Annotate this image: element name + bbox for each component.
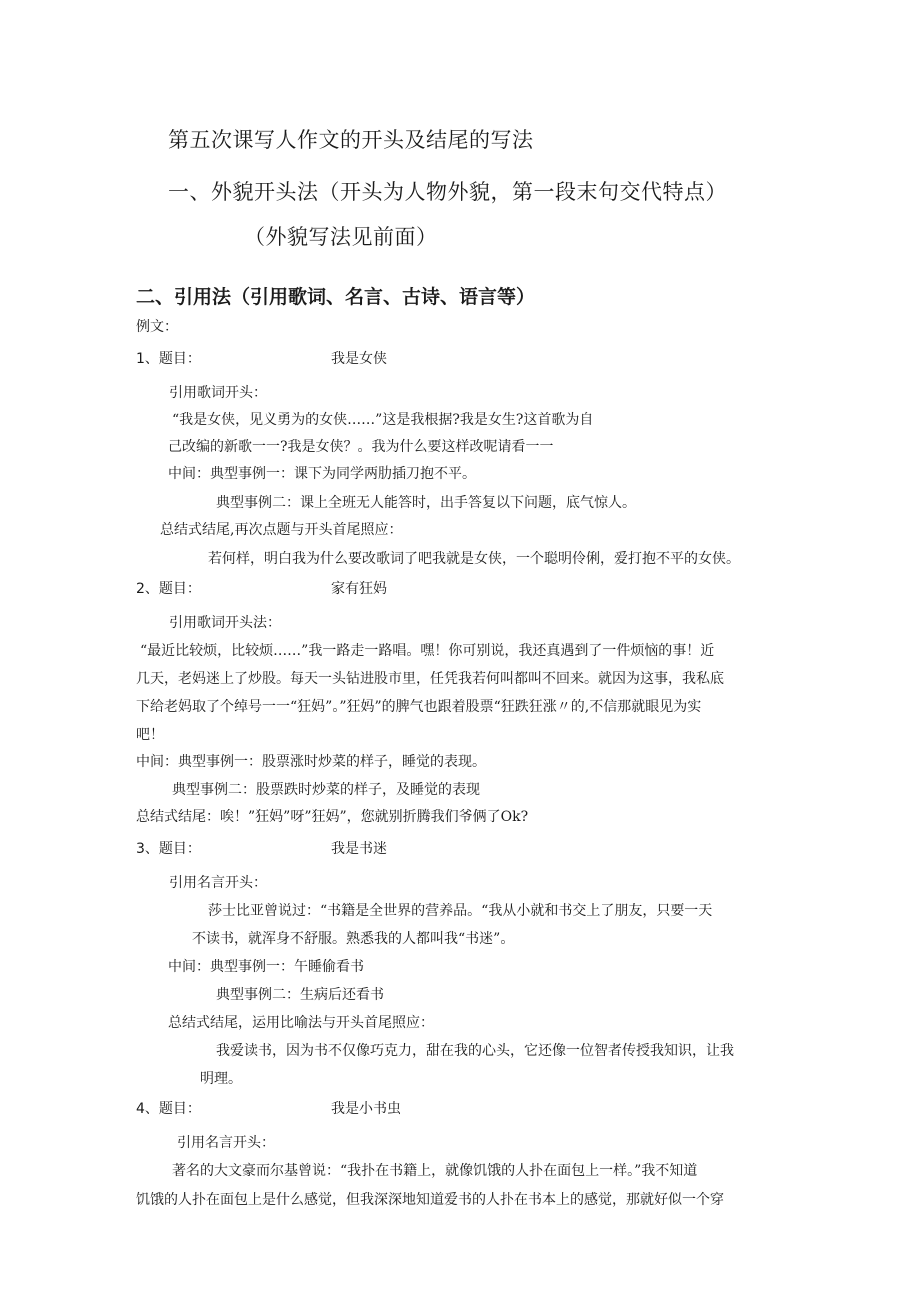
example-3-line: 我爱读书，因为书不仅像巧克力，甜在我的心头，它还像一位智者传授我知识，让我 [216,1043,734,1059]
example-1-line: “我是女侠，见义勇为的女侠……”这是我根据?我是女生?这首歌为自 [172,412,594,428]
example-2-line: 中间：典型事例一：股票涨时炒菜的样子，睡觉的表现。 [136,754,486,770]
example-4-line: 饥饿的人扑在面包上是什么感觉，但我深深地知道爱书的人扑在书本上的感觉，那就好似一个穿 [136,1192,724,1208]
example-3-line: 明理。 [200,1071,242,1087]
example-number: 3、 [136,841,159,857]
example-number: 1、 [136,351,159,367]
example-1-header [136,350,201,368]
example-1-line: 总结式结尾,再次点题与开头首尾照应： [160,522,403,538]
example-1-line: 中间：典型事例一：课下为同学两肋插刀抱不平。 [168,466,476,482]
example-3-line: 不读书，就浑身不舒服。熟悉我的人都叫我“书迷”。 [192,931,515,947]
example-label: 例文： [136,319,178,335]
example-3-topic: 我是书迷 [331,841,387,857]
example-1-line: 若何样，明白我为什么要改歌词了吧我就是女侠，一个聪明伶俐，爱打抱不平的女侠。 [208,551,740,567]
example-1-line: 己改编的新歌一一?我是女侠？。我为什么要这样改呢请看一一 [168,439,554,455]
example-4-topic: 我是小书虫 [331,1101,401,1117]
example-4-line: 引用名言开头： [177,1135,275,1151]
example-3-header [136,840,201,858]
example-3-line: 中间：典型事例一：午睡偷看书 [168,959,364,975]
example-2-line: 几天，老妈迷上了炒股。每天一头钻进股市里，任凭我若何叫都叫不回来。就因为这事，我私底 [136,671,724,687]
example-number: 2、 [136,581,159,597]
example-2-line: 典型事例二：股票跌时炒菜的样子，及睡觉的表现 [172,782,480,798]
topic-label: 题目： [158,1101,201,1117]
example-2-header [136,580,201,598]
example-2-line: 下给老妈取了个绰号一一“狂妈”。”狂妈”的脾气也跟着股票“狂跌狂涨〃的,不信那就眼见为实 [136,699,702,715]
section-1-heading: 一、外貌开头法（开头为人物外貌，第一段末句交代特点） [168,180,727,204]
section-2-heading: 二、引用法（引用歌词、名言、古诗、语言等） [136,286,536,308]
example-3-line: 莎士比亚曾说过：“书籍是全世界的营养品。“我从小就和书交上了朋友，只要一天 [208,903,713,919]
topic-label: 题目： [158,581,201,597]
example-3-line: 总结式结尾，运用比喻法与开头首尾照应： [168,1015,434,1031]
example-2-line: 引用歌词开头法： [169,615,281,631]
example-3-line: 引用名言开头： [169,875,267,891]
example-1-line: 引用歌词开头： [169,385,267,401]
example-2-topic: 家有狂妈 [331,581,387,597]
document-title: 第五次课写人作文的开头及结尾的写法 [168,128,534,152]
topic-label: 题目： [158,351,201,367]
example-4-line: 著名的大文豪而尔基曾说：“我扑在书籍上，就像饥饿的人扑在面包上一样。”我不知道 [172,1163,698,1179]
topic-label: 题目： [158,841,201,857]
example-1-topic: 我是女侠 [331,351,387,367]
section-1-note: （外貌写法见前面） [244,225,438,249]
example-3-line: 典型事例二：生病后还看书 [216,987,384,1003]
example-2-line: 吧！ [136,727,164,743]
example-1-line: 典型事例二：课上全班无人能答时，出手答复以下问题，底气惊人。 [216,495,636,511]
example-4-header [136,1100,201,1118]
example-2-line: 总结式结尾：唉！”狂妈”呀”狂妈”，您就别折腾我们爷俩了Ok? [136,809,529,825]
example-2-line: “最近比较烦，比较烦……”我一路走一路唱。嘿！你可别说，我还真遇到了一件烦恼的事！近 [140,643,715,659]
example-number: 4、 [136,1101,159,1117]
